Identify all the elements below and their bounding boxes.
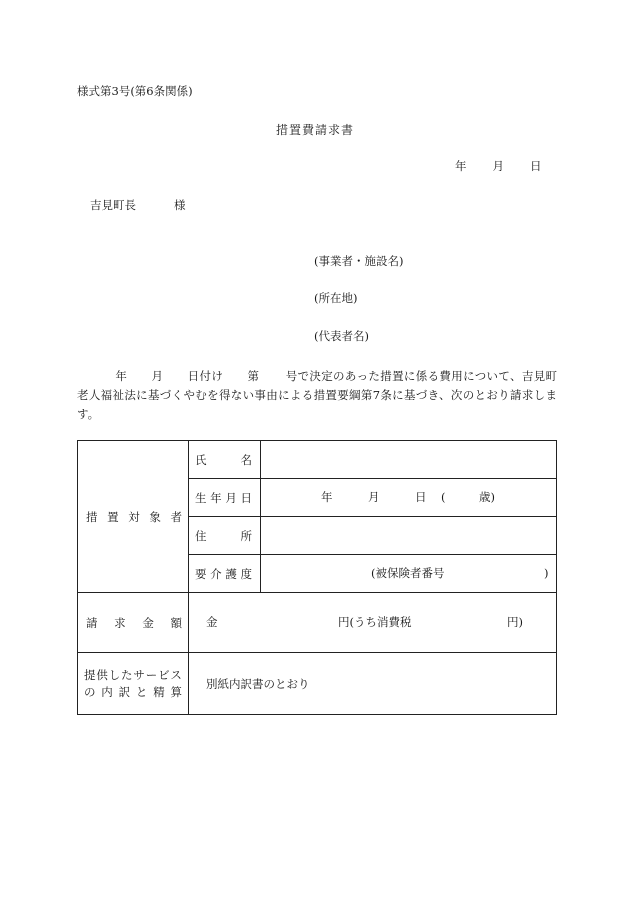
birth-day: 日 (415, 489, 427, 504)
service-breakdown-label: 提 供 し た サ ー ビ ス の 内 訳 と 精 算 (78, 653, 189, 715)
insured-number-close: ) (544, 565, 549, 580)
birth-year: 年 (321, 489, 333, 504)
body-day-dated: 日付け (187, 369, 224, 383)
birth-month: 月 (368, 489, 380, 504)
care-level-label: 要 介 護 度 (189, 555, 261, 593)
service-breakdown-value: 別紙内訳書のとおり (189, 653, 557, 715)
document-date (455, 161, 542, 173)
claim-amount-field[interactable] (189, 593, 557, 653)
amount-close: 円) (507, 614, 523, 629)
birthdate-label: 生 年 月 日 (189, 479, 261, 517)
request-body-text (77, 367, 557, 424)
name-field[interactable] (261, 441, 557, 479)
form-number: 様式第3号(第6条関係) (77, 84, 193, 98)
date-day: 日 (530, 159, 542, 173)
address-field[interactable] (261, 517, 557, 555)
business-name-label: (事業者・施設名) (314, 254, 404, 268)
address-label: (所在地) (314, 291, 358, 305)
birthdate-field[interactable] (261, 479, 557, 517)
name-label: 氏 名 (189, 441, 261, 479)
date-month: 月 (492, 159, 504, 173)
addressee-name: 吉見町長 (90, 198, 136, 212)
document-title: 措置費請求書 (275, 123, 354, 137)
target-person-label: 措 置 対 象 者 (78, 441, 189, 593)
representative-label: (代表者名) (314, 329, 369, 343)
body-month: 月 (151, 369, 164, 383)
body-year: 年 (115, 369, 128, 383)
insured-number-label: (被保険者番号 (371, 565, 445, 580)
addressee (90, 200, 186, 212)
age-label: 歳) (479, 489, 495, 504)
claim-amount-label: 請 求 金 額 (78, 593, 189, 653)
claim-table (77, 440, 557, 715)
body-main-text: 号で決定のあった措置に係る費用について、吉見町老人福祉法に基づくやむを得ない事由による措置要綱第7条に基づき、次のとおり請求します。 (77, 369, 557, 421)
amount-prefix: 金 (206, 614, 218, 629)
amount-tax-label: 円(うち消費税 (338, 614, 412, 629)
age-open-paren: ( (441, 489, 446, 504)
care-level-field[interactable] (261, 555, 557, 593)
address-row-label: 住 所 (189, 517, 261, 555)
body-dai: 第 (247, 369, 260, 383)
date-year: 年 (455, 159, 467, 173)
addressee-honorific: 様 (174, 198, 186, 212)
